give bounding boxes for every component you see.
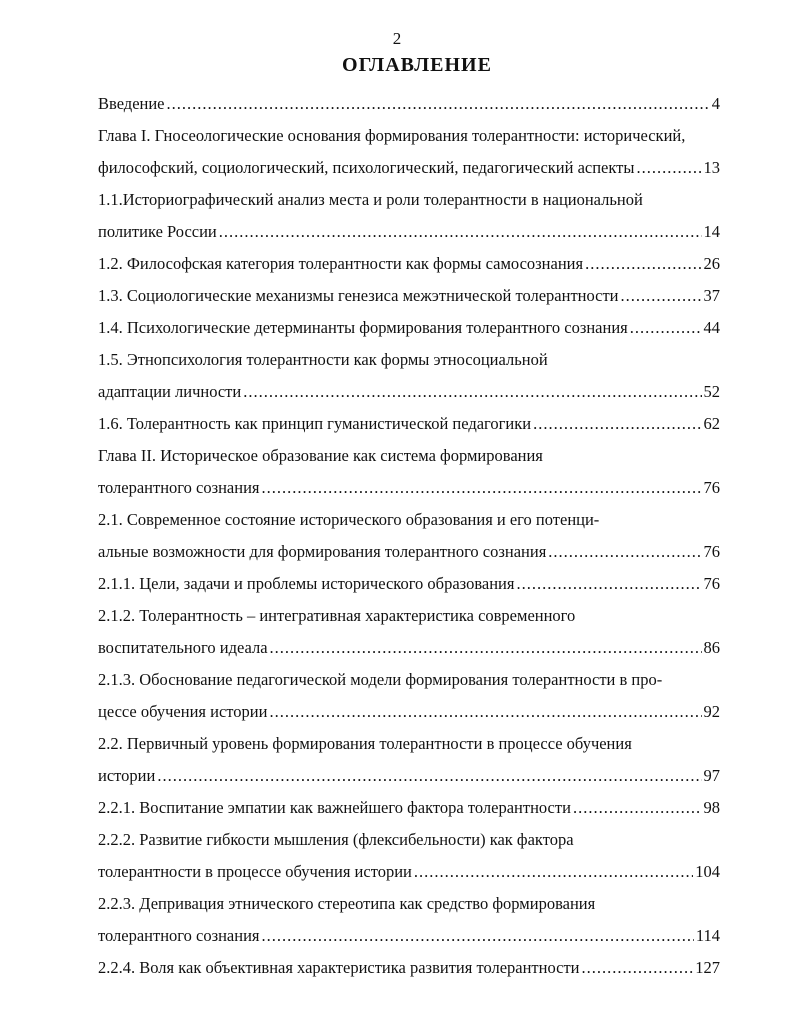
toc-entry-text: 2.2.4. Воля как объективная характеристика развития толерантности <box>98 958 580 977</box>
toc-entry-text: 1.4. Психологические детерминанты формирования толерантного сознания <box>98 318 628 337</box>
toc-entry <box>98 408 720 440</box>
toc-entry-text: Глава I. Гносеологические основания формирования толерантности: исторический, <box>98 126 686 145</box>
toc-entry <box>98 280 720 312</box>
toc-entry-text: 1.5. Этнопсихология толерантности как формы этносоциальной <box>98 350 548 369</box>
toc-page-number: 37 <box>703 286 720 305</box>
dot-leader <box>243 376 701 408</box>
toc-entry-text: толерантности в процессе обучения истории <box>98 862 412 881</box>
dot-leader <box>157 760 701 792</box>
toc-page-number: 14 <box>703 222 720 241</box>
toc-entry <box>98 600 720 664</box>
dot-leader <box>516 568 701 600</box>
toc-entry-text: 1.3. Социологические механизмы генезиса межэтнической толерантности <box>98 286 619 305</box>
toc-page-number: 4 <box>711 94 720 113</box>
dot-leader <box>270 632 702 664</box>
toc-line <box>98 248 720 280</box>
toc-line <box>98 952 720 984</box>
toc-entry-text: 1.2. Философская категория толерантности как формы самосознания <box>98 254 584 273</box>
toc-entry-text: философский, социологический, психологический, педагогический аспекты <box>98 158 635 177</box>
toc-page-number: 76 <box>703 478 720 497</box>
toc-entry-text: воспитательного идеала <box>98 638 268 657</box>
toc-entry <box>98 440 720 504</box>
toc-entry <box>98 568 720 600</box>
page-number: 2 <box>392 29 402 48</box>
page-title: ОГЛАВЛЕНИЕ <box>342 54 492 76</box>
toc-line <box>98 856 720 888</box>
toc-page-number: 62 <box>703 414 720 433</box>
toc-entry <box>98 952 720 984</box>
toc-line <box>98 472 720 504</box>
toc-page-number: 114 <box>695 926 720 945</box>
dot-leader <box>219 216 702 248</box>
toc-entry-text: цессе обучения истории <box>98 702 268 721</box>
toc-line <box>98 376 720 408</box>
toc-entry <box>98 824 720 888</box>
toc-line <box>98 88 720 120</box>
toc-entry-text: 2.1.3. Обоснование педагогической модели формирования толерантности в про- <box>98 670 663 689</box>
dot-leader <box>548 536 701 568</box>
toc-line <box>98 216 720 248</box>
dot-leader <box>585 248 701 280</box>
toc-line <box>98 696 720 728</box>
toc-page-number: 97 <box>703 766 720 785</box>
toc-entry-text: Глава II. Историческое образование как система формирования <box>98 446 543 465</box>
toc-entry-text: 2.2.1. Воспитание эмпатии как важнейшего фактора толерантности <box>98 798 571 817</box>
dot-leader <box>533 408 701 440</box>
dot-leader <box>414 856 693 888</box>
dot-leader <box>167 88 710 120</box>
toc-page-number: 44 <box>703 318 720 337</box>
toc-entry <box>98 88 720 120</box>
toc-entry-text: 2.1.1. Цели, задачи и проблемы исторического образования <box>98 574 515 593</box>
toc-entry <box>98 184 720 248</box>
toc-line <box>98 632 720 664</box>
toc-entry <box>98 664 720 728</box>
toc-line <box>98 920 720 952</box>
dot-leader <box>621 280 702 312</box>
toc-entry-text: 2.2.3. Депривация этнического стереотипа как средство формирования <box>98 894 596 913</box>
toc-line <box>98 568 720 600</box>
toc-line <box>98 152 720 184</box>
toc-entry <box>98 792 720 824</box>
toc-entry-text: 2.1.2. Толерантность – интегративная характеристика современного <box>98 606 576 625</box>
toc-line <box>98 792 720 824</box>
toc-line <box>98 408 720 440</box>
toc-line <box>98 536 720 568</box>
dot-leader <box>630 312 702 344</box>
toc-page-number: 26 <box>703 254 720 273</box>
toc-entry-text: 1.1.Историографический анализ места и роли толерантности в национальной <box>98 190 643 209</box>
toc-line <box>98 312 720 344</box>
toc-page-number: 76 <box>703 542 720 561</box>
toc-page-number: 13 <box>703 158 720 177</box>
toc-entry-text: 1.6. Толерантность как принцип гуманистической педагогики <box>98 414 532 433</box>
toc-page-number: 76 <box>703 574 720 593</box>
dot-leader <box>269 696 701 728</box>
toc-entry-text: толерантного сознания <box>98 478 260 497</box>
toc-entry-text: 2.1. Современное состояние исторического образования и его потенци- <box>98 510 600 529</box>
toc-page-number: 86 <box>703 638 720 657</box>
toc-entry-text: адаптации личности <box>98 382 242 401</box>
toc-line <box>98 760 720 792</box>
toc-page-number: 127 <box>695 958 720 977</box>
toc-entry <box>98 248 720 280</box>
dot-leader <box>573 792 702 824</box>
toc-page-number: 92 <box>703 702 720 721</box>
dot-leader <box>262 472 702 504</box>
toc-page-number: 104 <box>695 862 720 881</box>
toc-entry <box>98 504 720 568</box>
dot-leader <box>582 952 694 984</box>
toc-entry-text: толерантного сознания <box>98 926 260 945</box>
toc-entry <box>98 888 720 952</box>
toc-page-number: 52 <box>703 382 720 401</box>
toc-entry-text: политике России <box>98 222 217 241</box>
toc-line <box>98 280 720 312</box>
dot-leader <box>262 920 694 952</box>
dot-leader <box>636 152 701 184</box>
toc-entry <box>98 728 720 792</box>
toc-entry <box>98 344 720 408</box>
toc-entry <box>98 312 720 344</box>
toc-entry-text: альные возможности для формирования толерантного сознания <box>98 542 547 561</box>
toc-page-number: 98 <box>703 798 720 817</box>
table-of-contents <box>98 88 720 984</box>
toc-entry-text: Введение <box>98 94 165 113</box>
toc-entry-text: 2.2. Первичный уровень формирования толерантности в процессе обучения <box>98 734 632 753</box>
toc-entry-text: 2.2.2. Развитие гибкости мышления (флексибельности) как фактора <box>98 830 574 849</box>
toc-entry-text: истории <box>98 766 156 785</box>
toc-entry <box>98 120 720 184</box>
